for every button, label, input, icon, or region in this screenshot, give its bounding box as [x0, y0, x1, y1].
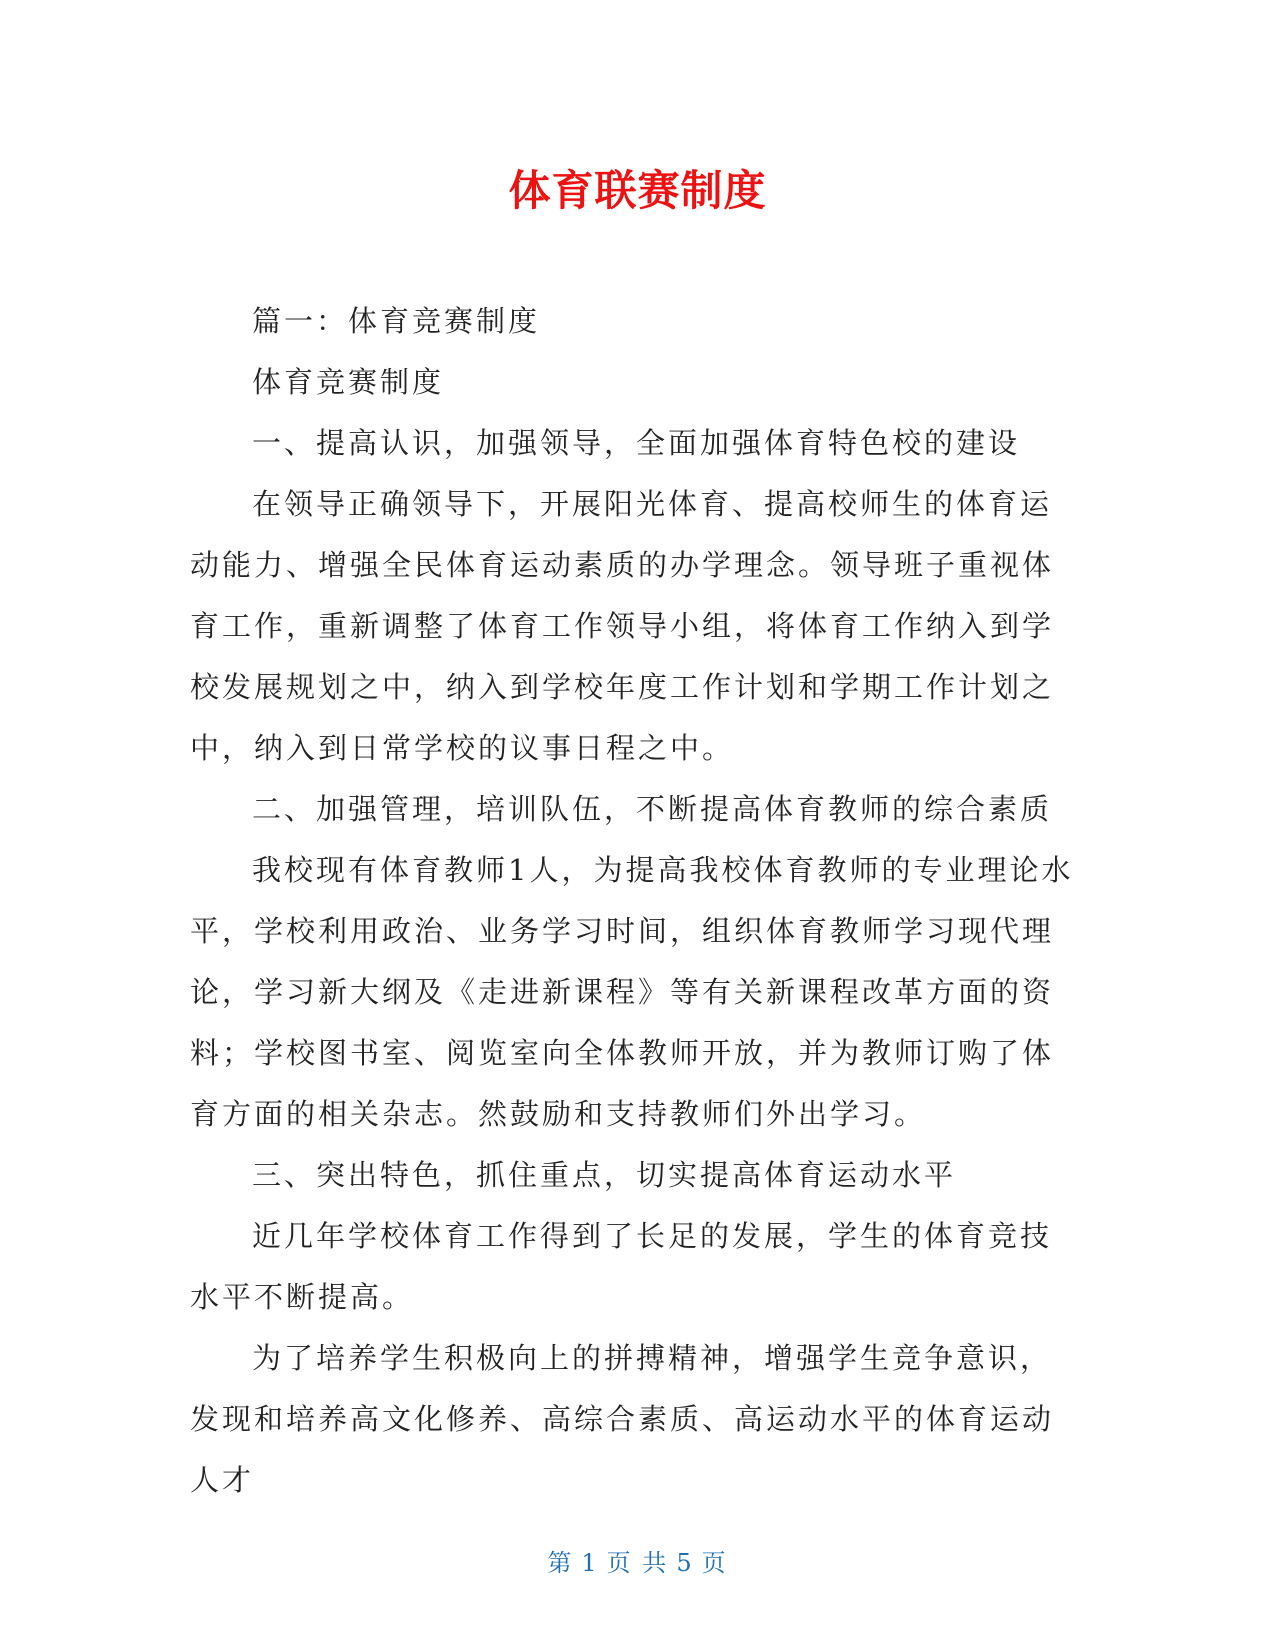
document-body [190, 291, 1080, 1511]
section-heading-part-one: 篇一：体育竞赛制度 [252, 304, 541, 338]
body-paragraph-development: 近几年学校体育工作得到了长足的发展，学生的体育竞技水平不断提高。 [190, 1219, 1053, 1314]
body-paragraph-leadership: 在领导正确领导下，开展阳光体育、提高校师生的体育运动能力、增强全民体育运动素质的办学理念。领导班子重视体育工作，重新调整了体育工作领导小组，将体育工作纳入到学校发展规划之中，纳入到学校年度工作计划和学期工作计划之中，纳入到日常学校的议事日程之中。 [190, 487, 1055, 765]
page-footer [0, 1548, 1275, 1578]
section-heading-two: 二、加强管理，培训队伍，不断提高体育教师的综合素质 [252, 792, 1053, 826]
body-paragraph-talent: 为了培养学生积极向上的拼搏精神，增强学生竞争意识，发现和培养高文化修养、高综合素质、高运动水平的体育运动人才 [190, 1341, 1055, 1497]
footer-prefix: 第 [547, 1549, 574, 1577]
footer-middle: 页 共 [606, 1549, 669, 1577]
document-title: 体育联赛制度 [508, 166, 767, 215]
subtitle-paragraph: 体育竞赛制度 [252, 365, 445, 399]
footer-total-pages: 5 [676, 1549, 694, 1577]
footer-current-page: 1 [581, 1549, 599, 1577]
body-paragraph-teachers: 我校现有体育教师1人，为提高我校体育教师的专业理论水平，学校利用政治、业务学习时间，组织体育教师学习现代理论，学习新大纲及《走进新课程》等有关新课程改革方面的资料；学校图书室、阅览室向全体教师开放，并为教师订购了体育方面的相关杂志。然鼓励和支持教师们外出学习。 [190, 853, 1074, 1131]
section-heading-one: 一、提高认识，加强领导，全面加强体育特色校的建设 [252, 426, 1021, 460]
section-heading-three: 三、突出特色，抓住重点，切实提高体育运动水平 [252, 1158, 957, 1192]
footer-suffix: 页 [701, 1549, 728, 1577]
